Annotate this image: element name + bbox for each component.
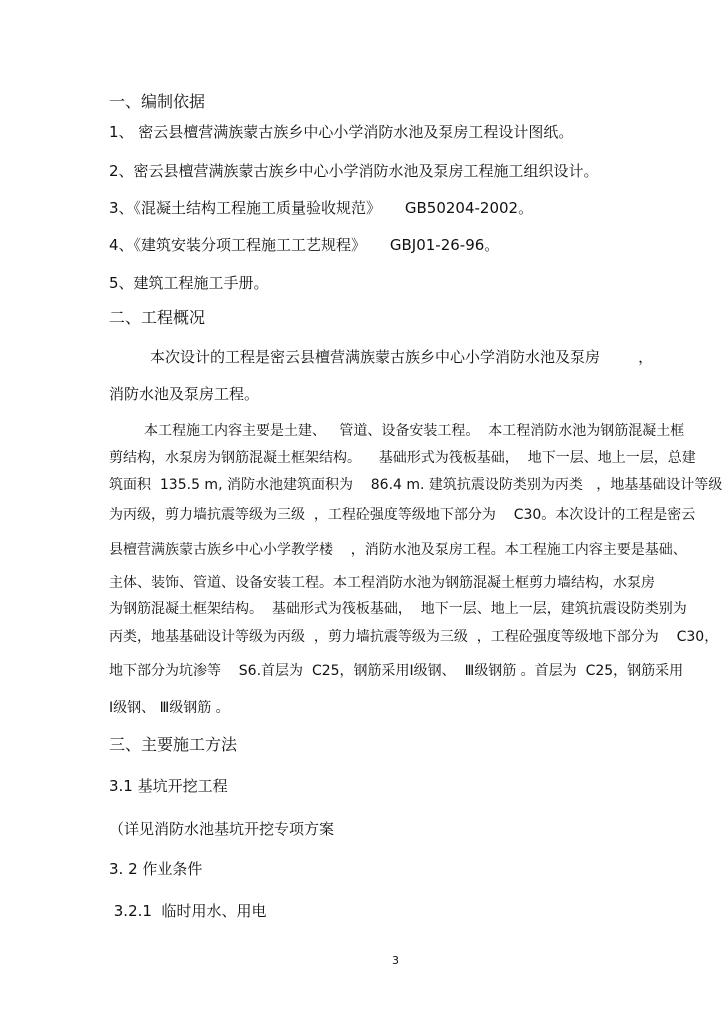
basis-item-2: 2、密云县檀营满族蒙古族乡中心小学消防水池及泵房工程施工组织设计。 — [109, 162, 599, 180]
conditions-title: 3. 2 作业条件 — [109, 860, 203, 878]
section-heading-overview: 二、工程概况 — [109, 308, 206, 327]
overview-line-1: 本次设计的工程是密云县檀营满族蒙古族乡中心小学消防水池及泵房 ， — [150, 348, 654, 366]
overview-line-2: 消防水池及泵房工程。 — [109, 385, 260, 403]
overview-line-8: 主体、装饰、管道、设备安装工程。本工程消防水池为钢筋混凝土框剪力墙结构，水泵房 — [109, 575, 655, 591]
overview-line-9: 为钢筋混凝土框架结构。 基础形式为筏板基础， 地下一层、地上一层，建筑抗震设防类别为 — [109, 601, 687, 617]
overview-line-3: 本工程施工内容主要是土建、 管道、设备安装工程。 本工程消防水池为钢筋混凝土框 — [144, 423, 685, 439]
overview-line-11: 地下部分为坑渗等 S6.首层为 C25，钢筋采用Ⅰ级钢、 Ⅲ级钢筋 。首层为 C25，钢筋采用 — [109, 663, 684, 679]
overview-line-12: Ⅰ级钢、 Ⅲ级钢筋 。 — [109, 700, 230, 716]
excavation-note: （详见消防水池基坑开挖专项方案 — [109, 820, 335, 838]
basis-item-5: 5、建筑工程施工手册。 — [109, 274, 269, 292]
overview-line-6: 为丙级，剪力墙抗震等级为三级 ，工程砼强度等级地下部分为 C30。本次设计的工程是密云 — [109, 507, 696, 523]
overview-line-5: 筑面积 135.5 m, 消防水池建筑面积为 86.4 m. 建筑抗震设防类别为丙类 ，地基基础设计等级 — [109, 477, 723, 493]
basis-item-3: 3、《混凝土结构工程施工质量验收规范》 GB50204-2002。 — [109, 199, 534, 217]
section-heading-basis: 一、编制依据 — [109, 92, 206, 111]
basis-item-4: 4、《建筑安装分项工程施工工艺规程》 GBJ01-26-96。 — [109, 236, 500, 254]
excavation-title: 3.1 基坑开挖工程 — [109, 777, 228, 795]
section-heading-methods: 三、主要施工方法 — [109, 735, 238, 754]
overview-line-10: 丙类，地基基础设计等级为丙级 ，剪力墙抗震等级为三级 ，工程砼强度等级地下部分为 C30， — [109, 629, 719, 645]
overview-line-4: 剪结构，水泵房为钢筋混凝土框架结构。 基础形式为筏板基础， 地下一层、地上一层，总建 — [109, 450, 696, 466]
temp-water-power-title: 3.2.1 临时用水、用电 — [109, 902, 267, 920]
overview-line-7: 县檀营满族蒙古族乡中心小学教学楼 ，消防水池及泵房工程。本工程施工内容主要是基础、 — [109, 542, 687, 558]
basis-item-1: 1、 密云县檀营满族蒙古族乡中心小学消防水池及泵房工程设计图纸。 — [109, 123, 574, 141]
page-number: 3 — [392, 954, 399, 967]
